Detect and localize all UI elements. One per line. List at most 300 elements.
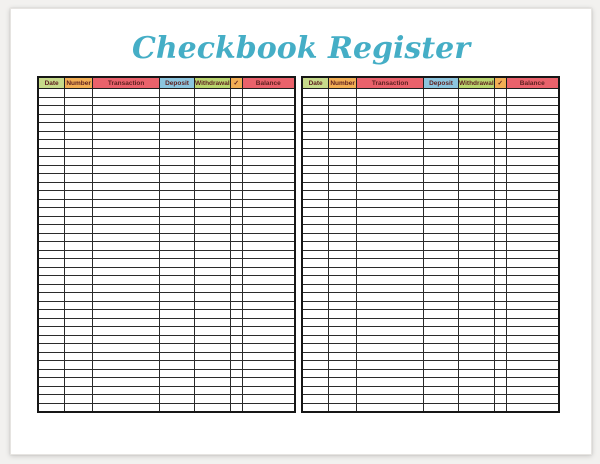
cell-deposit <box>160 242 194 251</box>
cell-deposit <box>424 199 458 208</box>
table-row <box>302 131 559 140</box>
cell-deposit <box>160 191 194 200</box>
cell-date <box>302 301 329 310</box>
cell-number <box>329 157 357 166</box>
cell-transaction <box>356 318 423 327</box>
cell-number <box>65 174 93 183</box>
cell-transaction <box>92 293 159 302</box>
cell-transaction <box>92 148 159 157</box>
cell-deposit <box>424 157 458 166</box>
cell-check <box>494 199 506 208</box>
cell-withdrawal <box>458 259 494 268</box>
cell-transaction <box>92 276 159 285</box>
cell-date <box>38 233 65 242</box>
cell-check <box>494 106 506 115</box>
cell-balance <box>506 327 559 336</box>
cell-balance <box>242 97 295 106</box>
table-row <box>38 208 295 217</box>
cell-transaction <box>356 293 423 302</box>
cell-number <box>65 352 93 361</box>
cell-date <box>302 310 329 319</box>
cell-date <box>302 293 329 302</box>
table-row <box>38 310 295 319</box>
cell-number <box>329 335 357 344</box>
cell-number <box>65 131 93 140</box>
cell-number <box>65 199 93 208</box>
cell-balance <box>242 233 295 242</box>
cell-transaction <box>356 123 423 132</box>
cell-balance <box>242 395 295 404</box>
table-row <box>302 199 559 208</box>
cell-balance <box>506 148 559 157</box>
table-row <box>38 318 295 327</box>
cell-check <box>230 293 242 302</box>
cell-withdrawal <box>194 165 230 174</box>
cell-balance <box>506 225 559 234</box>
cell-transaction <box>356 352 423 361</box>
cell-transaction <box>356 242 423 251</box>
cell-number <box>329 318 357 327</box>
cell-transaction <box>92 259 159 268</box>
cell-date <box>38 148 65 157</box>
cell-balance <box>506 106 559 115</box>
cell-transaction <box>92 378 159 387</box>
cell-deposit <box>424 284 458 293</box>
cell-deposit <box>160 327 194 336</box>
table-row <box>38 352 295 361</box>
cell-deposit <box>424 318 458 327</box>
cell-number <box>329 199 357 208</box>
cell-number <box>65 276 93 285</box>
cell-number <box>329 208 357 217</box>
cell-date <box>38 131 65 140</box>
cell-check <box>494 123 506 132</box>
cell-number <box>65 233 93 242</box>
cell-transaction <box>92 250 159 259</box>
cell-withdrawal <box>194 97 230 106</box>
cell-number <box>329 293 357 302</box>
cell-balance <box>242 284 295 293</box>
cell-transaction <box>356 174 423 183</box>
table-row <box>38 335 295 344</box>
cell-deposit <box>424 165 458 174</box>
cell-balance <box>242 361 295 370</box>
cell-number <box>65 191 93 200</box>
cell-transaction <box>356 97 423 106</box>
cell-date <box>38 352 65 361</box>
table-row <box>38 378 295 387</box>
cell-number <box>329 140 357 149</box>
cell-date <box>302 114 329 123</box>
cell-check <box>230 327 242 336</box>
cell-withdrawal <box>458 361 494 370</box>
cell-number <box>65 242 93 251</box>
cell-transaction <box>356 131 423 140</box>
cell-check <box>494 259 506 268</box>
column-header-check: ✓ <box>494 77 506 89</box>
cell-number <box>65 327 93 336</box>
cell-deposit <box>424 310 458 319</box>
cell-deposit <box>160 225 194 234</box>
cell-check <box>494 318 506 327</box>
cell-transaction <box>92 352 159 361</box>
cell-number <box>329 259 357 268</box>
cell-transaction <box>356 259 423 268</box>
cell-withdrawal <box>194 378 230 387</box>
cell-number <box>329 344 357 353</box>
cell-balance <box>242 242 295 251</box>
cell-number <box>329 301 357 310</box>
cell-date <box>302 131 329 140</box>
cell-balance <box>242 123 295 132</box>
cell-check <box>230 369 242 378</box>
cell-transaction <box>356 403 423 412</box>
cell-date <box>302 327 329 336</box>
cell-deposit <box>424 242 458 251</box>
cell-date <box>38 361 65 370</box>
cell-withdrawal <box>194 284 230 293</box>
cell-deposit <box>424 378 458 387</box>
cell-deposit <box>160 123 194 132</box>
cell-deposit <box>160 216 194 225</box>
cell-date <box>302 199 329 208</box>
cell-date <box>38 199 65 208</box>
cell-deposit <box>160 293 194 302</box>
cell-number <box>65 106 93 115</box>
cell-deposit <box>160 344 194 353</box>
cell-withdrawal <box>458 403 494 412</box>
cell-withdrawal <box>194 276 230 285</box>
cell-check <box>494 386 506 395</box>
cell-deposit <box>424 174 458 183</box>
register-table-left <box>37 76 296 413</box>
cell-number <box>329 131 357 140</box>
cell-deposit <box>424 123 458 132</box>
cell-deposit <box>160 386 194 395</box>
cell-balance <box>506 89 559 98</box>
table-row <box>302 225 559 234</box>
cell-deposit <box>160 157 194 166</box>
cell-date <box>302 284 329 293</box>
cell-number <box>329 97 357 106</box>
table-row <box>38 284 295 293</box>
column-header-number: Number <box>329 77 357 89</box>
cell-check <box>494 293 506 302</box>
cell-date <box>38 276 65 285</box>
cell-number <box>329 267 357 276</box>
cell-withdrawal <box>458 97 494 106</box>
cell-withdrawal <box>194 369 230 378</box>
table-row <box>302 191 559 200</box>
cell-balance <box>506 352 559 361</box>
cell-deposit <box>160 318 194 327</box>
cell-deposit <box>160 284 194 293</box>
cell-withdrawal <box>458 157 494 166</box>
cell-withdrawal <box>458 293 494 302</box>
table-row <box>302 310 559 319</box>
cell-transaction <box>356 250 423 259</box>
cell-withdrawal <box>458 208 494 217</box>
cell-withdrawal <box>458 182 494 191</box>
cell-balance <box>506 344 559 353</box>
cell-date <box>38 301 65 310</box>
cell-date <box>38 182 65 191</box>
cell-date <box>38 250 65 259</box>
cell-balance <box>506 191 559 200</box>
cell-number <box>65 165 93 174</box>
cell-transaction <box>356 267 423 276</box>
cell-number <box>65 284 93 293</box>
table-row <box>302 369 559 378</box>
cell-check <box>494 89 506 98</box>
cell-balance <box>506 335 559 344</box>
cell-number <box>329 276 357 285</box>
cell-withdrawal <box>458 352 494 361</box>
table-row <box>38 327 295 336</box>
cell-deposit <box>424 267 458 276</box>
register-table-right <box>301 76 560 413</box>
cell-transaction <box>356 191 423 200</box>
table-row <box>302 259 559 268</box>
cell-transaction <box>92 344 159 353</box>
table-row <box>302 242 559 251</box>
table-row <box>302 301 559 310</box>
cell-check <box>230 191 242 200</box>
cell-check <box>230 208 242 217</box>
cell-number <box>65 310 93 319</box>
cell-deposit <box>424 276 458 285</box>
cell-withdrawal <box>194 114 230 123</box>
cell-withdrawal <box>194 89 230 98</box>
cell-deposit <box>424 369 458 378</box>
cell-deposit <box>160 106 194 115</box>
cell-deposit <box>160 395 194 404</box>
cell-deposit <box>424 225 458 234</box>
cell-number <box>65 114 93 123</box>
table-row <box>38 123 295 132</box>
table-row <box>302 233 559 242</box>
cell-transaction <box>356 89 423 98</box>
cell-withdrawal <box>194 140 230 149</box>
cell-date <box>38 403 65 412</box>
cell-transaction <box>356 378 423 387</box>
cell-deposit <box>160 97 194 106</box>
cell-withdrawal <box>458 344 494 353</box>
table-row <box>302 250 559 259</box>
cell-check <box>494 174 506 183</box>
cell-balance <box>242 352 295 361</box>
cell-number <box>329 361 357 370</box>
cell-balance <box>506 182 559 191</box>
cell-date <box>38 369 65 378</box>
cell-withdrawal <box>194 335 230 344</box>
cell-balance <box>242 157 295 166</box>
cell-number <box>65 216 93 225</box>
cell-date <box>38 114 65 123</box>
table-row <box>38 114 295 123</box>
cell-deposit <box>424 344 458 353</box>
cell-withdrawal <box>458 106 494 115</box>
cell-balance <box>242 267 295 276</box>
cell-withdrawal <box>458 267 494 276</box>
cell-withdrawal <box>458 165 494 174</box>
cell-deposit <box>424 352 458 361</box>
cell-balance <box>506 259 559 268</box>
cell-number <box>329 233 357 242</box>
column-header-date: Date <box>38 77 65 89</box>
cell-date <box>302 106 329 115</box>
cell-withdrawal <box>194 386 230 395</box>
cell-number <box>329 165 357 174</box>
cell-deposit <box>424 403 458 412</box>
cell-withdrawal <box>194 182 230 191</box>
cell-check <box>230 318 242 327</box>
cell-balance <box>242 250 295 259</box>
cell-balance <box>506 267 559 276</box>
cell-deposit <box>160 182 194 191</box>
cell-number <box>329 148 357 157</box>
cell-deposit <box>160 301 194 310</box>
cell-withdrawal <box>194 199 230 208</box>
cell-check <box>230 174 242 183</box>
cell-balance <box>506 361 559 370</box>
cell-check <box>230 165 242 174</box>
cell-balance <box>506 174 559 183</box>
cell-date <box>302 335 329 344</box>
cell-check <box>230 114 242 123</box>
cell-date <box>38 327 65 336</box>
cell-check <box>230 395 242 404</box>
cell-transaction <box>356 369 423 378</box>
cell-date <box>38 318 65 327</box>
cell-deposit <box>160 114 194 123</box>
cell-transaction <box>92 216 159 225</box>
cell-transaction <box>92 335 159 344</box>
cell-number <box>65 97 93 106</box>
cell-check <box>494 344 506 353</box>
cell-balance <box>506 310 559 319</box>
table-row <box>38 250 295 259</box>
cell-balance <box>242 140 295 149</box>
column-header-transaction: Transaction <box>92 77 159 89</box>
cell-withdrawal <box>458 369 494 378</box>
table-row <box>302 361 559 370</box>
cell-transaction <box>356 165 423 174</box>
cell-withdrawal <box>458 250 494 259</box>
cell-balance <box>242 259 295 268</box>
cell-date <box>38 106 65 115</box>
table-row <box>302 386 559 395</box>
cell-number <box>65 344 93 353</box>
cell-number <box>329 216 357 225</box>
table-row <box>302 284 559 293</box>
cell-deposit <box>424 89 458 98</box>
cell-check <box>230 182 242 191</box>
cell-withdrawal <box>458 301 494 310</box>
cell-number <box>65 182 93 191</box>
cell-date <box>38 174 65 183</box>
cell-number <box>329 327 357 336</box>
cell-withdrawal <box>458 131 494 140</box>
cell-deposit <box>424 301 458 310</box>
cell-withdrawal <box>458 327 494 336</box>
cell-transaction <box>92 191 159 200</box>
cell-date <box>38 378 65 387</box>
cell-transaction <box>356 344 423 353</box>
cell-withdrawal <box>458 114 494 123</box>
cell-transaction <box>356 361 423 370</box>
cell-balance <box>506 242 559 251</box>
cell-withdrawal <box>194 293 230 302</box>
cell-withdrawal <box>458 318 494 327</box>
cell-number <box>65 403 93 412</box>
table-row <box>302 403 559 412</box>
cell-deposit <box>424 233 458 242</box>
table-row <box>302 148 559 157</box>
cell-check <box>230 403 242 412</box>
cell-balance <box>242 106 295 115</box>
cell-number <box>329 242 357 251</box>
cell-balance <box>506 369 559 378</box>
cell-deposit <box>424 250 458 259</box>
cell-deposit <box>160 369 194 378</box>
cell-withdrawal <box>458 310 494 319</box>
cell-check <box>230 89 242 98</box>
table-row <box>38 157 295 166</box>
cell-date <box>38 310 65 319</box>
cell-transaction <box>92 267 159 276</box>
cell-balance <box>242 378 295 387</box>
cell-transaction <box>92 174 159 183</box>
cell-number <box>65 293 93 302</box>
cell-date <box>38 216 65 225</box>
cell-withdrawal <box>458 199 494 208</box>
cell-transaction <box>356 225 423 234</box>
cell-transaction <box>92 97 159 106</box>
cell-check <box>494 165 506 174</box>
cell-date <box>38 97 65 106</box>
cell-balance <box>506 276 559 285</box>
cell-transaction <box>356 182 423 191</box>
column-header-deposit: Deposit <box>424 77 458 89</box>
cell-deposit <box>160 148 194 157</box>
cell-check <box>230 106 242 115</box>
cell-deposit <box>160 199 194 208</box>
cell-balance <box>242 191 295 200</box>
cell-deposit <box>160 378 194 387</box>
column-header-transaction: Transaction <box>356 77 423 89</box>
column-header-balance: Balance <box>242 77 295 89</box>
cell-withdrawal <box>194 250 230 259</box>
cell-date <box>302 165 329 174</box>
cell-withdrawal <box>458 242 494 251</box>
cell-withdrawal <box>194 208 230 217</box>
cell-transaction <box>92 157 159 166</box>
cell-withdrawal <box>194 352 230 361</box>
cell-balance <box>506 301 559 310</box>
table-row <box>302 174 559 183</box>
cell-balance <box>242 114 295 123</box>
cell-deposit <box>160 310 194 319</box>
table-row <box>38 174 295 183</box>
cell-number <box>329 369 357 378</box>
cell-transaction <box>92 369 159 378</box>
table-row <box>38 106 295 115</box>
cell-date <box>302 191 329 200</box>
cell-number <box>329 182 357 191</box>
cell-deposit <box>424 140 458 149</box>
cell-check <box>230 378 242 387</box>
